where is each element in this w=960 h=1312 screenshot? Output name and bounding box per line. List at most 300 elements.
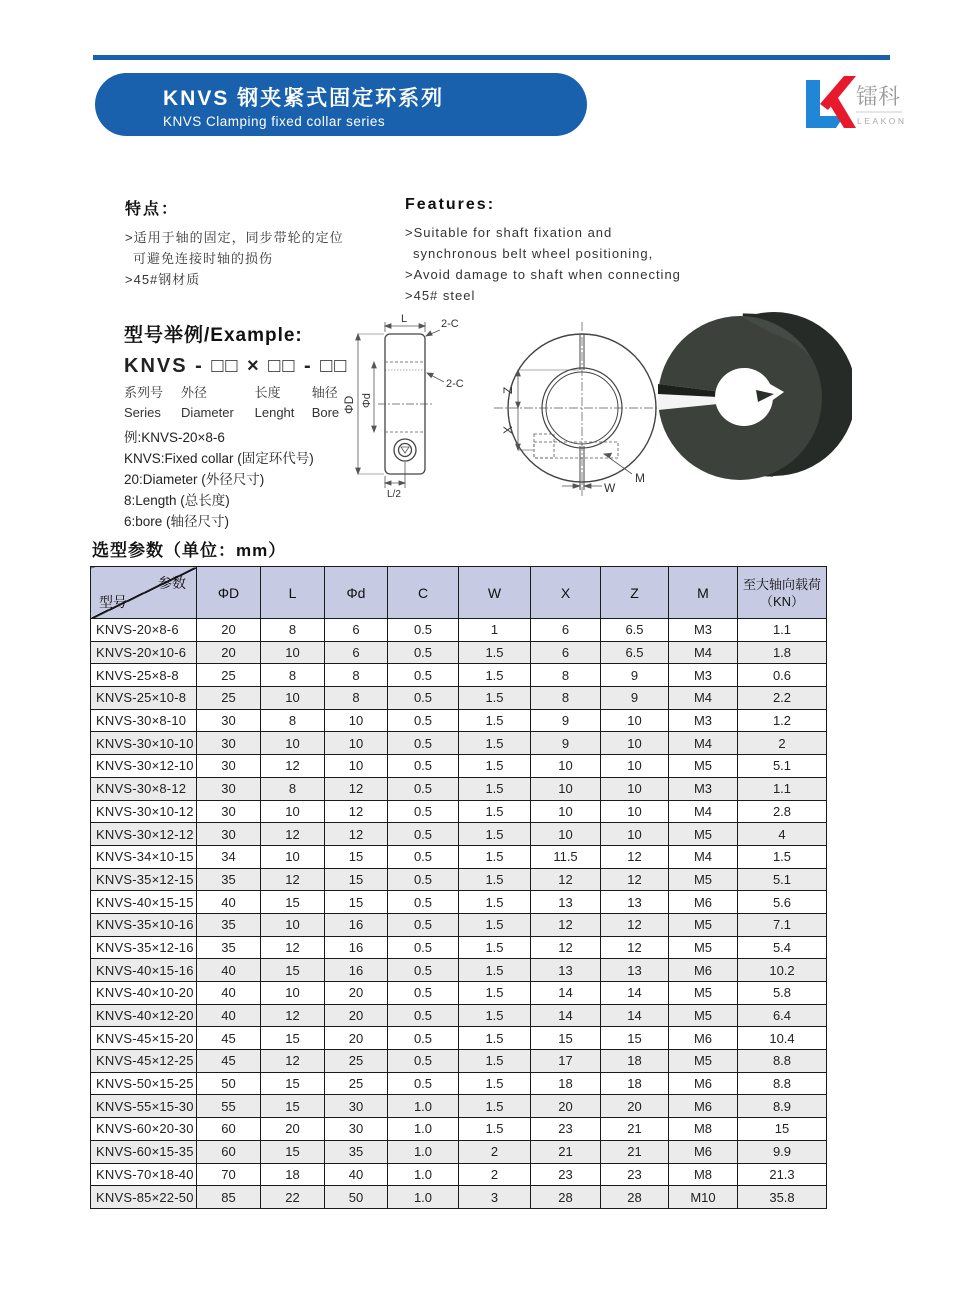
front-view-drawing xyxy=(470,318,675,498)
value-cell: 1 xyxy=(459,619,531,642)
dim-label-l: L xyxy=(401,313,408,325)
dim-label-2c: 2-C xyxy=(441,318,459,330)
value-cell: 30 xyxy=(197,777,261,800)
model-cell: KNVS-35×12-15 xyxy=(91,868,197,891)
model-cell: KNVS-30×8-10 xyxy=(91,709,197,732)
model-cell: KNVS-40×15-15 xyxy=(91,891,197,914)
column-header: ΦD xyxy=(197,567,261,619)
pattern-label: 系列号 xyxy=(124,385,164,400)
value-cell: 0.5 xyxy=(388,732,459,755)
value-cell: 1.5 xyxy=(459,959,531,982)
value-cell: 60 xyxy=(197,1140,261,1163)
value-cell: 16 xyxy=(325,936,388,959)
value-cell: 15 xyxy=(738,1118,827,1141)
value-cell: 35.8 xyxy=(738,1186,827,1209)
table-row xyxy=(91,1186,827,1209)
value-cell: 8 xyxy=(261,709,325,732)
pattern-label: 长度 xyxy=(254,385,281,400)
table-row xyxy=(91,891,827,914)
value-cell: 2.8 xyxy=(738,800,827,823)
value-cell: 10 xyxy=(601,755,669,778)
features-cn xyxy=(125,196,385,290)
value-cell: 1.5 xyxy=(459,823,531,846)
side-view-drawing xyxy=(340,312,475,500)
value-cell: 1.5 xyxy=(459,732,531,755)
value-cell: M5 xyxy=(669,936,738,959)
model-cell: KNVS-30×8-12 xyxy=(91,777,197,800)
value-cell: M3 xyxy=(669,777,738,800)
value-cell: M5 xyxy=(669,913,738,936)
model-cell: KNVS-35×12-16 xyxy=(91,936,197,959)
dim-label-w: W xyxy=(604,481,616,495)
value-cell: 25 xyxy=(325,1072,388,1095)
value-cell: 1.5 xyxy=(459,982,531,1005)
value-cell: 1.0 xyxy=(388,1186,459,1209)
value-cell: 1.0 xyxy=(388,1163,459,1186)
value-cell: 34 xyxy=(197,845,261,868)
column-header: W xyxy=(459,567,531,619)
value-cell: 25 xyxy=(197,687,261,710)
value-cell: 12 xyxy=(601,936,669,959)
value-cell: 35 xyxy=(197,868,261,891)
value-cell: M8 xyxy=(669,1163,738,1186)
value-cell: 0.5 xyxy=(388,664,459,687)
value-cell: 0.5 xyxy=(388,755,459,778)
example-note: 8:Length (总长度) xyxy=(124,493,230,508)
value-cell: 0.5 xyxy=(388,891,459,914)
model-cell: KNVS-30×10-10 xyxy=(91,732,197,755)
example-note: KNVS:Fixed collar (固定环代号) xyxy=(124,451,314,466)
value-cell: 20 xyxy=(601,1095,669,1118)
value-cell: 6 xyxy=(325,641,388,664)
value-cell: 13 xyxy=(601,891,669,914)
value-cell: M5 xyxy=(669,1050,738,1073)
value-cell: 1.5 xyxy=(459,868,531,891)
column-header: Z xyxy=(601,567,669,619)
table-row xyxy=(91,1027,827,1050)
value-cell: 13 xyxy=(531,959,601,982)
value-cell: M5 xyxy=(669,823,738,846)
pattern-labels-cn xyxy=(124,382,354,401)
example-notes xyxy=(124,427,354,532)
table-row xyxy=(91,664,827,687)
example-heading: 型号举例/Example: xyxy=(124,325,303,346)
value-cell: 12 xyxy=(601,845,669,868)
value-cell: 10 xyxy=(601,800,669,823)
value-cell: 40 xyxy=(197,1004,261,1027)
table-row xyxy=(91,777,827,800)
value-cell: 0.5 xyxy=(388,913,459,936)
column-header: X xyxy=(531,567,601,619)
value-cell: 6 xyxy=(531,641,601,664)
value-cell: 12 xyxy=(531,936,601,959)
dim-label-phiD: ΦD xyxy=(342,395,356,414)
pattern-label: Diameter xyxy=(181,405,234,420)
value-cell: 15 xyxy=(325,868,388,891)
value-cell: 0.5 xyxy=(388,777,459,800)
value-cell: 0.5 xyxy=(388,1050,459,1073)
value-cell: 1.5 xyxy=(459,936,531,959)
model-cell: KNVS-70×18-40 xyxy=(91,1163,197,1186)
value-cell: 6.5 xyxy=(601,619,669,642)
value-cell: M3 xyxy=(669,664,738,687)
value-cell: 40 xyxy=(197,959,261,982)
model-cell: KNVS-20×8-6 xyxy=(91,619,197,642)
value-cell: 0.5 xyxy=(388,982,459,1005)
model-cell: KNVS-50×15-25 xyxy=(91,1072,197,1095)
table-row xyxy=(91,800,827,823)
value-cell: 0.5 xyxy=(388,936,459,959)
value-cell: 0.5 xyxy=(388,619,459,642)
model-cell: KNVS-85×22-50 xyxy=(91,1186,197,1209)
model-cell: KNVS-60×15-35 xyxy=(91,1140,197,1163)
value-cell: 8 xyxy=(325,687,388,710)
value-cell: 28 xyxy=(531,1186,601,1209)
model-cell: KNVS-40×10-20 xyxy=(91,982,197,1005)
table-row xyxy=(91,619,827,642)
value-cell: 12 xyxy=(261,1050,325,1073)
table-row xyxy=(91,1163,827,1186)
value-cell: 30 xyxy=(325,1118,388,1141)
value-cell: 15 xyxy=(325,891,388,914)
value-cell: 23 xyxy=(531,1118,601,1141)
value-cell: 8 xyxy=(531,687,601,710)
value-cell: 0.5 xyxy=(388,868,459,891)
features-en-heading: Features: xyxy=(405,196,496,213)
value-cell: 30 xyxy=(197,800,261,823)
value-cell: 10 xyxy=(261,641,325,664)
value-cell: M6 xyxy=(669,1095,738,1118)
value-cell: 8 xyxy=(325,664,388,687)
value-cell: 10 xyxy=(531,823,601,846)
corner-label-model: 型号 xyxy=(99,594,127,610)
value-cell: 15 xyxy=(261,1095,325,1118)
value-cell: 12 xyxy=(531,913,601,936)
dim-label-l2: L/2 xyxy=(387,489,401,500)
value-cell: 45 xyxy=(197,1027,261,1050)
dim-label-2c: 2-C xyxy=(446,378,464,390)
value-cell: 9.9 xyxy=(738,1140,827,1163)
value-cell: 0.5 xyxy=(388,1004,459,1027)
value-cell: 1.5 xyxy=(459,1050,531,1073)
value-cell: 21 xyxy=(601,1118,669,1141)
page-subtitle: KNVS Clamping fixed collar series xyxy=(163,114,386,129)
value-cell: 10 xyxy=(531,755,601,778)
table-row xyxy=(91,687,827,710)
value-cell: M8 xyxy=(669,1118,738,1141)
value-cell: 18 xyxy=(601,1050,669,1073)
value-cell: 6.5 xyxy=(601,641,669,664)
features-en-line: >Avoid damage to shaft when connecting xyxy=(405,267,681,282)
column-header: C xyxy=(388,567,459,619)
value-cell: 2.2 xyxy=(738,687,827,710)
value-cell: 35 xyxy=(197,913,261,936)
table-row xyxy=(91,982,827,1005)
table-row xyxy=(91,641,827,664)
table-row xyxy=(91,709,827,732)
value-cell: 0.5 xyxy=(388,800,459,823)
value-cell: 5.6 xyxy=(738,891,827,914)
value-cell: 40 xyxy=(325,1163,388,1186)
value-cell: 12 xyxy=(601,868,669,891)
value-cell: 30 xyxy=(197,709,261,732)
model-cell: KNVS-30×12-10 xyxy=(91,755,197,778)
value-cell: 10 xyxy=(531,777,601,800)
value-cell: 1.5 xyxy=(459,641,531,664)
value-cell: M4 xyxy=(669,687,738,710)
value-cell: 10 xyxy=(325,709,388,732)
value-cell: 15 xyxy=(261,1140,325,1163)
value-cell: 1.5 xyxy=(459,1118,531,1141)
model-cell: KNVS-30×10-12 xyxy=(91,800,197,823)
value-cell: 60 xyxy=(197,1118,261,1141)
value-cell: 0.5 xyxy=(388,959,459,982)
features-cn-line: >适用于轴的固定，同步带轮的定位 xyxy=(125,230,344,245)
table-corner-cell xyxy=(91,567,197,619)
value-cell: 11.5 xyxy=(531,845,601,868)
value-cell: 15 xyxy=(601,1027,669,1050)
value-cell: 1.0 xyxy=(388,1140,459,1163)
value-cell: 15 xyxy=(261,959,325,982)
value-cell: 10 xyxy=(261,913,325,936)
pattern-label: 外径 xyxy=(181,385,208,400)
value-cell: 1.5 xyxy=(459,891,531,914)
value-cell: 50 xyxy=(325,1186,388,1209)
value-cell: 18 xyxy=(261,1163,325,1186)
value-cell: 20 xyxy=(261,1118,325,1141)
model-cell: KNVS-40×12-20 xyxy=(91,1004,197,1027)
table-row xyxy=(91,823,827,846)
table-row xyxy=(91,913,827,936)
dim-label-x: X xyxy=(501,425,515,434)
value-cell: 20 xyxy=(531,1095,601,1118)
model-cell: KNVS-25×8-8 xyxy=(91,664,197,687)
value-cell: 20 xyxy=(325,982,388,1005)
value-cell: 12 xyxy=(325,777,388,800)
value-cell: 14 xyxy=(601,1004,669,1027)
value-cell: 10 xyxy=(531,800,601,823)
value-cell: 1.5 xyxy=(459,709,531,732)
value-cell: 1.5 xyxy=(459,687,531,710)
table-row xyxy=(91,1095,827,1118)
value-cell: 50 xyxy=(197,1072,261,1095)
value-cell: 30 xyxy=(197,732,261,755)
value-cell: 21 xyxy=(601,1140,669,1163)
table-row xyxy=(91,1050,827,1073)
value-cell: 2 xyxy=(459,1163,531,1186)
value-cell: 14 xyxy=(531,982,601,1005)
table-row xyxy=(91,755,827,778)
table-row xyxy=(91,1072,827,1095)
value-cell: M5 xyxy=(669,868,738,891)
value-cell: 10.4 xyxy=(738,1027,827,1050)
model-cell: KNVS-60×20-30 xyxy=(91,1118,197,1141)
value-cell: 5.8 xyxy=(738,982,827,1005)
value-cell: 0.5 xyxy=(388,1072,459,1095)
value-cell: 18 xyxy=(601,1072,669,1095)
value-cell: 12 xyxy=(325,823,388,846)
value-cell: 1.5 xyxy=(459,664,531,687)
value-cell: 5.1 xyxy=(738,868,827,891)
value-cell: 20 xyxy=(325,1027,388,1050)
features-en xyxy=(405,196,715,306)
value-cell: 21.3 xyxy=(738,1163,827,1186)
value-cell: M5 xyxy=(669,982,738,1005)
value-cell: 12 xyxy=(261,936,325,959)
model-cell: KNVS-40×15-16 xyxy=(91,959,197,982)
value-cell: 30 xyxy=(325,1095,388,1118)
value-cell: 15 xyxy=(261,1072,325,1095)
value-cell: 8 xyxy=(261,777,325,800)
value-cell: M6 xyxy=(669,1140,738,1163)
value-cell: 8 xyxy=(261,664,325,687)
value-cell: 10 xyxy=(261,845,325,868)
value-cell: 70 xyxy=(197,1163,261,1186)
model-example xyxy=(124,320,354,532)
value-cell: 20 xyxy=(325,1004,388,1027)
value-cell: 23 xyxy=(531,1163,601,1186)
model-cell: KNVS-55×15-30 xyxy=(91,1095,197,1118)
value-cell: 18 xyxy=(531,1072,601,1095)
table-row xyxy=(91,845,827,868)
value-cell: 14 xyxy=(601,982,669,1005)
value-cell: 45 xyxy=(197,1050,261,1073)
table-row xyxy=(91,1140,827,1163)
logo-text-cn: 镭科 xyxy=(856,84,901,109)
value-cell: 10 xyxy=(601,777,669,800)
value-cell: 10 xyxy=(601,823,669,846)
value-cell: 8 xyxy=(261,619,325,642)
pattern-label: Lenght xyxy=(254,405,295,420)
value-cell: 6.4 xyxy=(738,1004,827,1027)
value-cell: 16 xyxy=(325,913,388,936)
value-cell: 28 xyxy=(601,1186,669,1209)
value-cell: 5.4 xyxy=(738,936,827,959)
table-row xyxy=(91,1004,827,1027)
features-en-line: >Suitable for shaft fixation and xyxy=(405,225,613,240)
value-cell: 4 xyxy=(738,823,827,846)
column-header: L xyxy=(261,567,325,619)
table-header-row xyxy=(91,567,827,619)
value-cell: 10 xyxy=(601,709,669,732)
value-cell: 3 xyxy=(459,1186,531,1209)
value-cell: 15 xyxy=(325,845,388,868)
value-cell: 30 xyxy=(197,823,261,846)
value-cell: 2 xyxy=(459,1140,531,1163)
value-cell: 30 xyxy=(197,755,261,778)
table-row xyxy=(91,936,827,959)
value-cell: 12 xyxy=(261,755,325,778)
value-cell: 1.5 xyxy=(459,845,531,868)
value-cell: 8 xyxy=(531,664,601,687)
value-cell: 1.5 xyxy=(459,777,531,800)
pattern-label: 轴径 xyxy=(311,385,338,400)
value-cell: 13 xyxy=(531,891,601,914)
pattern-label: Bore xyxy=(311,405,340,420)
dim-label-m: M xyxy=(635,471,645,485)
value-cell: M3 xyxy=(669,709,738,732)
value-cell: 1.8 xyxy=(738,641,827,664)
value-cell: 9 xyxy=(601,664,669,687)
example-note: 6:bore (轴径尺寸) xyxy=(124,514,230,529)
product-photo xyxy=(652,298,852,503)
value-cell: 14 xyxy=(531,1004,601,1027)
value-cell: 0.5 xyxy=(388,1027,459,1050)
value-cell: 1.2 xyxy=(738,709,827,732)
value-cell: 0.5 xyxy=(388,687,459,710)
dim-label-z: Z xyxy=(501,386,515,394)
example-note: 20:Diameter (外径尺寸) xyxy=(124,472,265,487)
value-cell: 10 xyxy=(261,982,325,1005)
features-cn-line: >45#钢材质 xyxy=(125,272,201,287)
value-cell: 35 xyxy=(197,936,261,959)
model-cell: KNVS-45×15-20 xyxy=(91,1027,197,1050)
value-cell: 1.5 xyxy=(459,913,531,936)
features-cn-line: 可避免连接时轴的损伤 xyxy=(133,251,274,266)
model-cell: KNVS-45×12-25 xyxy=(91,1050,197,1073)
value-cell: 10 xyxy=(261,800,325,823)
top-divider xyxy=(93,55,890,60)
value-cell: 15 xyxy=(261,891,325,914)
table-row xyxy=(91,1118,827,1141)
value-cell: 2 xyxy=(738,732,827,755)
features-en-line: synchronous belt wheel positioning, xyxy=(413,246,654,261)
model-code-pattern: KNVS - □□ × □□ - □□ xyxy=(124,355,349,377)
value-cell: 5.1 xyxy=(738,755,827,778)
value-cell: M10 xyxy=(669,1186,738,1209)
value-cell: 35 xyxy=(325,1140,388,1163)
value-cell: 12 xyxy=(325,800,388,823)
value-cell: M6 xyxy=(669,959,738,982)
value-cell: M5 xyxy=(669,1004,738,1027)
page-title: KNVS 钢夹紧式固定环系列 xyxy=(163,87,445,110)
value-cell: 12 xyxy=(261,823,325,846)
value-cell: 6 xyxy=(325,619,388,642)
value-cell: 20 xyxy=(197,641,261,664)
table-title: 选型参数（单位：mm） xyxy=(92,541,287,560)
value-cell: 23 xyxy=(601,1163,669,1186)
value-cell: 1.5 xyxy=(459,755,531,778)
value-cell: 15 xyxy=(261,1027,325,1050)
brand-logo xyxy=(798,66,908,156)
example-note: 例:KNVS-20×8-6 xyxy=(124,430,225,445)
table-row xyxy=(91,959,827,982)
value-cell: 12 xyxy=(601,913,669,936)
value-cell: 1.5 xyxy=(459,1004,531,1027)
value-cell: 0.6 xyxy=(738,664,827,687)
value-cell: M6 xyxy=(669,1072,738,1095)
value-cell: M4 xyxy=(669,845,738,868)
value-cell: 12 xyxy=(261,1004,325,1027)
value-cell: 10 xyxy=(261,687,325,710)
value-cell: 20 xyxy=(197,619,261,642)
value-cell: 1.5 xyxy=(459,1027,531,1050)
value-cell: 10.2 xyxy=(738,959,827,982)
value-cell: 85 xyxy=(197,1186,261,1209)
value-cell: 1.1 xyxy=(738,777,827,800)
value-cell: 8.8 xyxy=(738,1072,827,1095)
title-banner xyxy=(95,73,587,136)
column-header: M xyxy=(669,567,738,619)
value-cell: 1.5 xyxy=(459,800,531,823)
value-cell: 16 xyxy=(325,959,388,982)
features-en-line: >45# steel xyxy=(405,288,476,303)
logo-text-en: LEAKON xyxy=(857,116,907,126)
value-cell: 21 xyxy=(531,1140,601,1163)
value-cell: 6 xyxy=(531,619,601,642)
value-cell: M6 xyxy=(669,1027,738,1050)
corner-label-param: 参数 xyxy=(158,575,186,591)
